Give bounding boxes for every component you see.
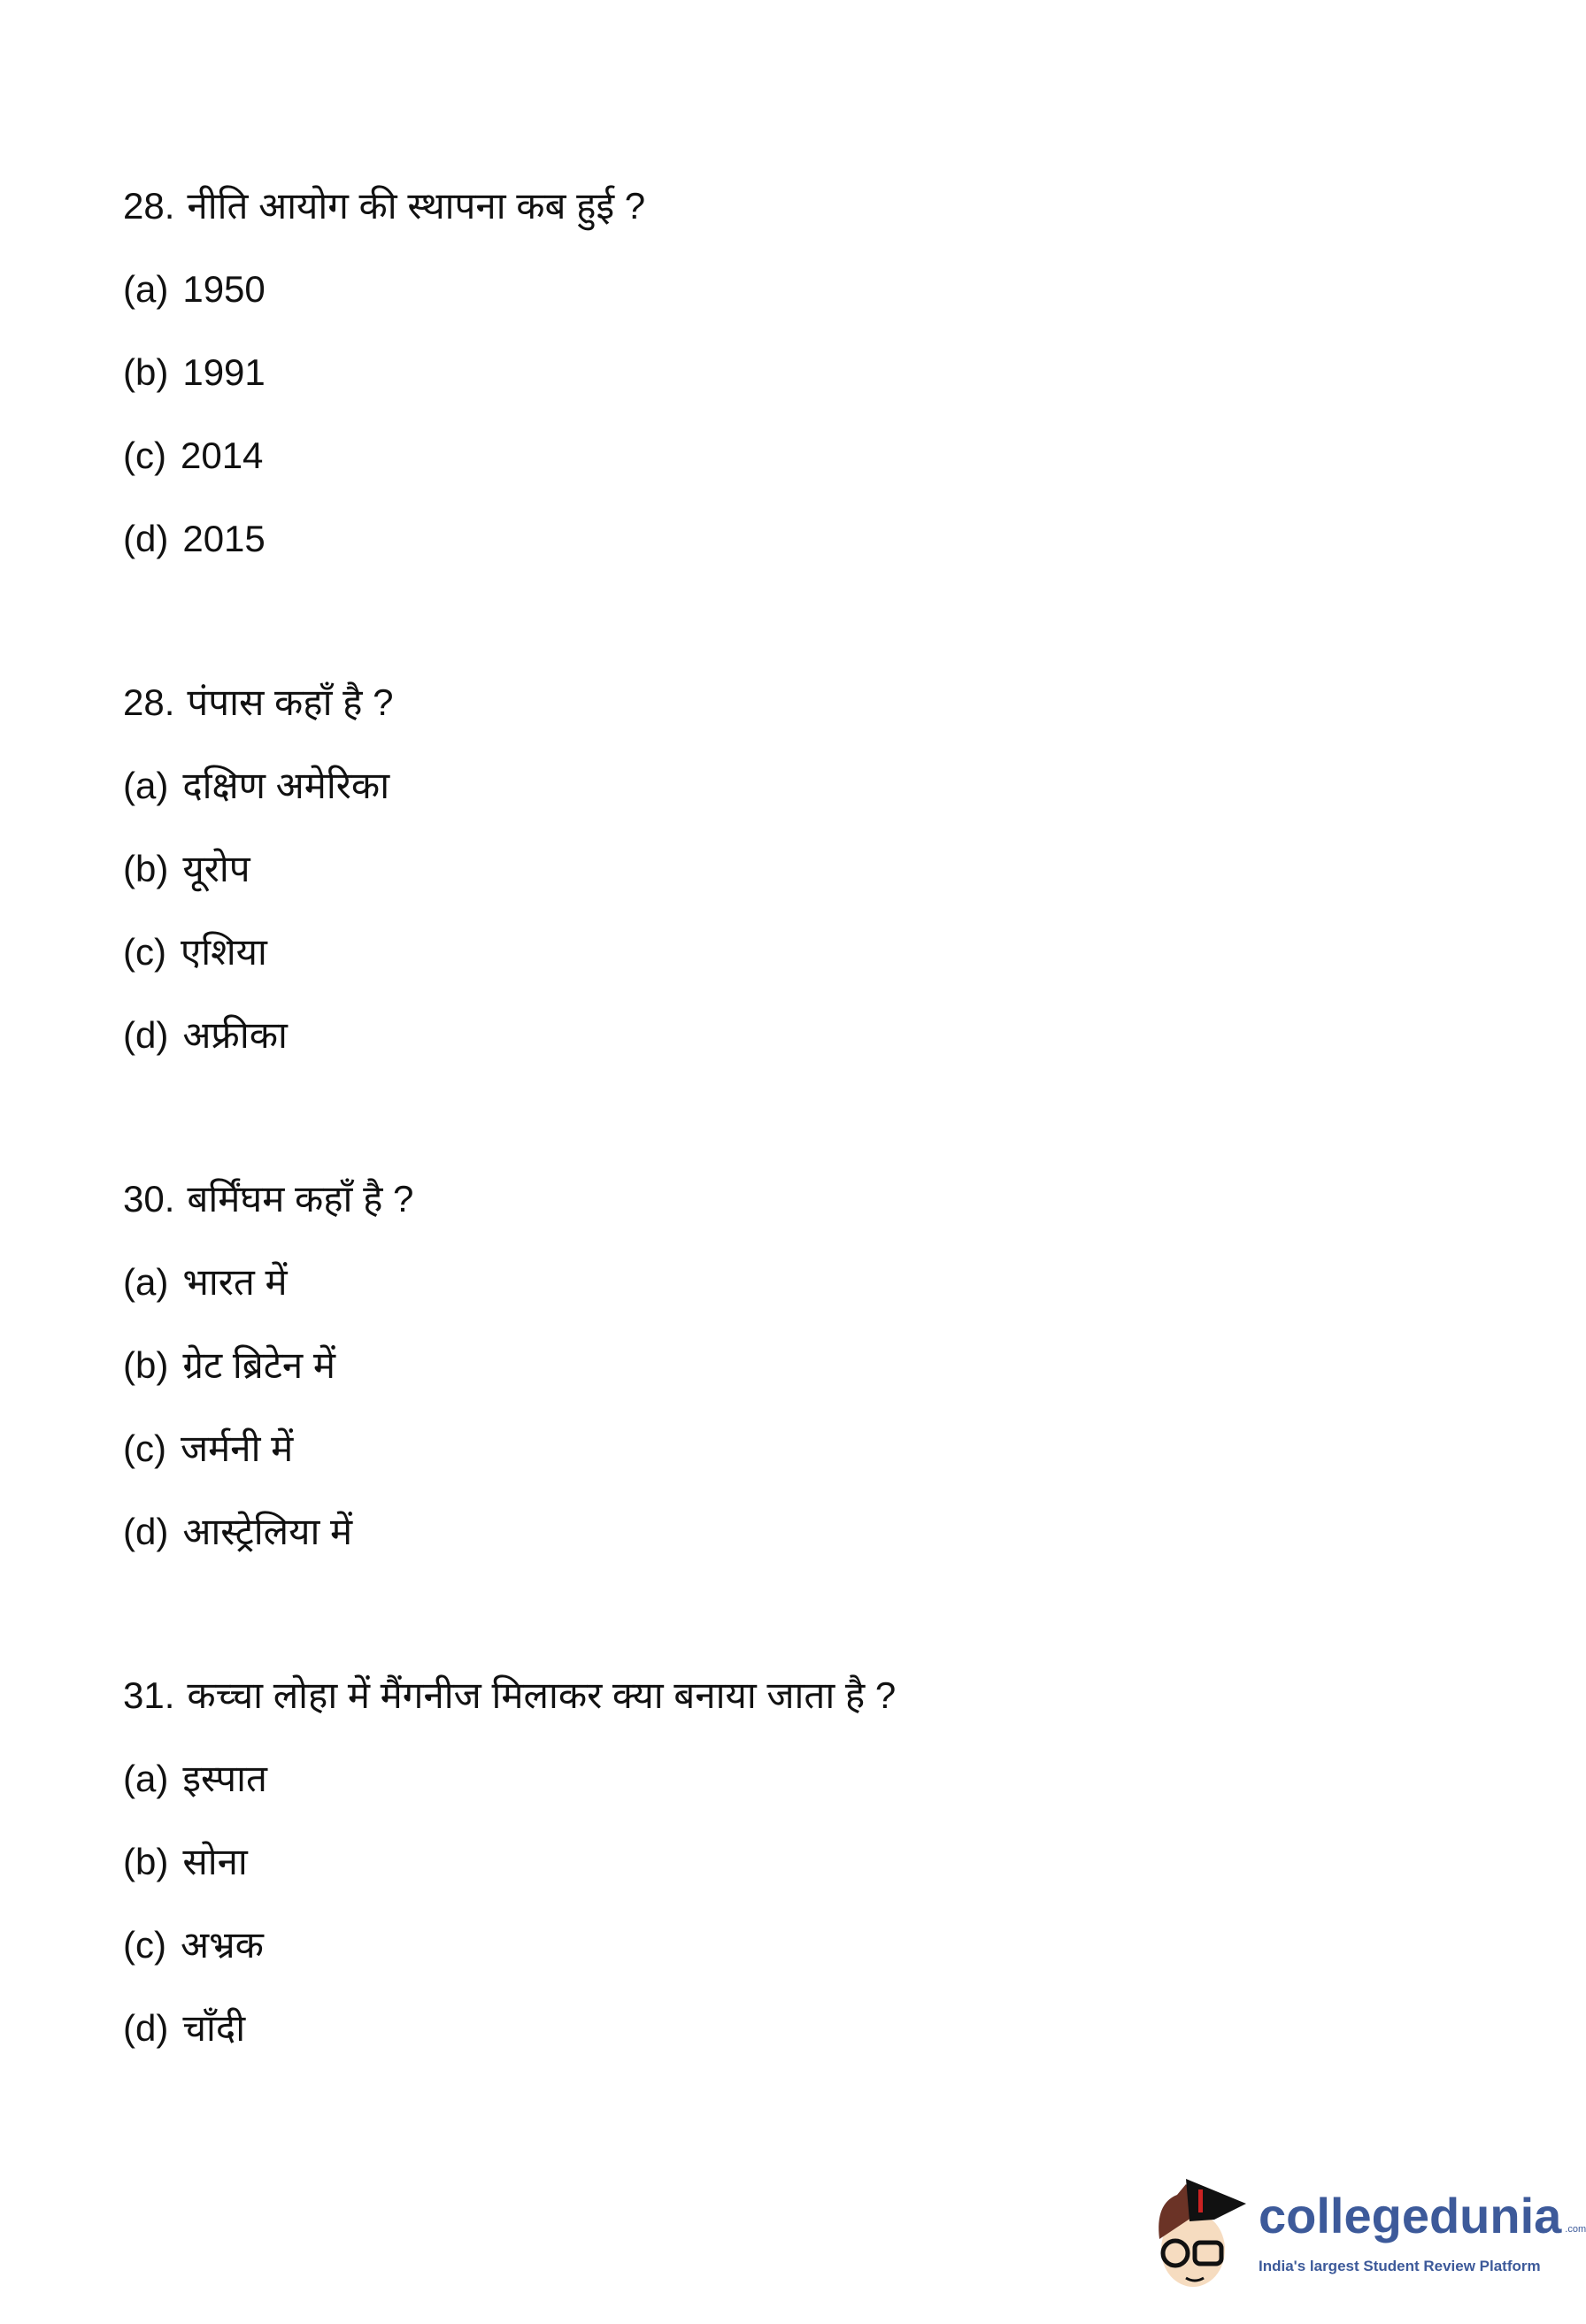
option-text: इस्पात [182,1758,267,1799]
option-b [123,1820,896,1904]
option-text: जर्मनी में [180,1427,294,1469]
option-text: ग्रेट ब्रिटेन में [182,1344,335,1386]
question-stem: कच्चा लोहा में मैंगनीज मिलाकर क्या बनाया जाता है ? [187,1674,897,1716]
option-label: (b) [123,1344,169,1386]
question-stem: बर्मिंघम कहाँ है ? [187,1178,414,1220]
option-b [123,827,393,911]
option-b [123,331,645,414]
option-text: आस्ट्रेलिया में [182,1511,353,1552]
option-d [123,497,645,581]
brand-name: collegedunia [1259,2188,1562,2243]
option-label: (d) [123,1014,169,1056]
question-text [123,661,393,744]
question-block [123,165,645,581]
option-text: अफ्रीका [182,1014,288,1056]
question-stem: नीति आयोग की स्थापना कब हुई ? [187,185,646,227]
option-text: दक्षिण अमेरिका [182,765,390,806]
option-label: (a) [123,268,169,310]
option-text: 1991 [182,351,266,393]
option-text: अभ्रक [180,1924,264,1966]
option-text: एशिया [180,931,267,973]
option-text: चाँदी [182,2007,246,2049]
option-label: (d) [123,2007,169,2049]
option-label: (d) [123,518,169,559]
question-block [123,1654,896,2070]
option-label: (a) [123,765,169,806]
option-a [123,248,645,331]
option-text: सोना [182,1841,248,1882]
collegedunia-logo [1151,2168,1586,2301]
option-c [123,911,393,994]
option-b [123,1324,413,1407]
option-label: (c) [123,435,166,476]
option-text: 2015 [182,518,266,559]
option-a [123,1737,896,1820]
question-block [123,661,393,1077]
option-label: (a) [123,1261,169,1303]
option-label: (c) [123,1427,166,1469]
option-label: (b) [123,1841,169,1882]
option-label: (d) [123,1511,169,1552]
brand-suffix: .com [1565,2224,1586,2235]
option-a [123,744,393,827]
option-label: (a) [123,1758,169,1799]
brand-row [1259,2188,1586,2244]
option-text: 2014 [180,435,264,476]
option-text: 1950 [182,268,266,310]
brand-tagline: India's largest Student Review Platform [1259,2258,1541,2274]
option-d [123,1490,413,1574]
question-stem: पंपास कहाँ है ? [187,681,394,723]
option-label: (b) [123,351,169,393]
student-mascot-icon [1151,2168,1257,2292]
question-text [123,165,645,248]
option-text: यूरोप [182,848,250,889]
option-label: (c) [123,1924,166,1966]
option-c [123,1407,413,1490]
question-text [123,1158,413,1241]
question-number: 30. [123,1178,175,1220]
question-number: 31. [123,1674,175,1716]
question-block [123,1158,413,1574]
option-label: (c) [123,931,166,973]
question-number: 28. [123,185,175,227]
option-a [123,1241,413,1324]
option-c [123,1904,896,1987]
option-label: (b) [123,848,169,889]
question-text [123,1654,896,1737]
option-text: भारत में [182,1261,288,1303]
option-d [123,994,393,1077]
question-number: 28. [123,681,175,723]
option-c [123,414,645,497]
option-d [123,1987,896,2070]
